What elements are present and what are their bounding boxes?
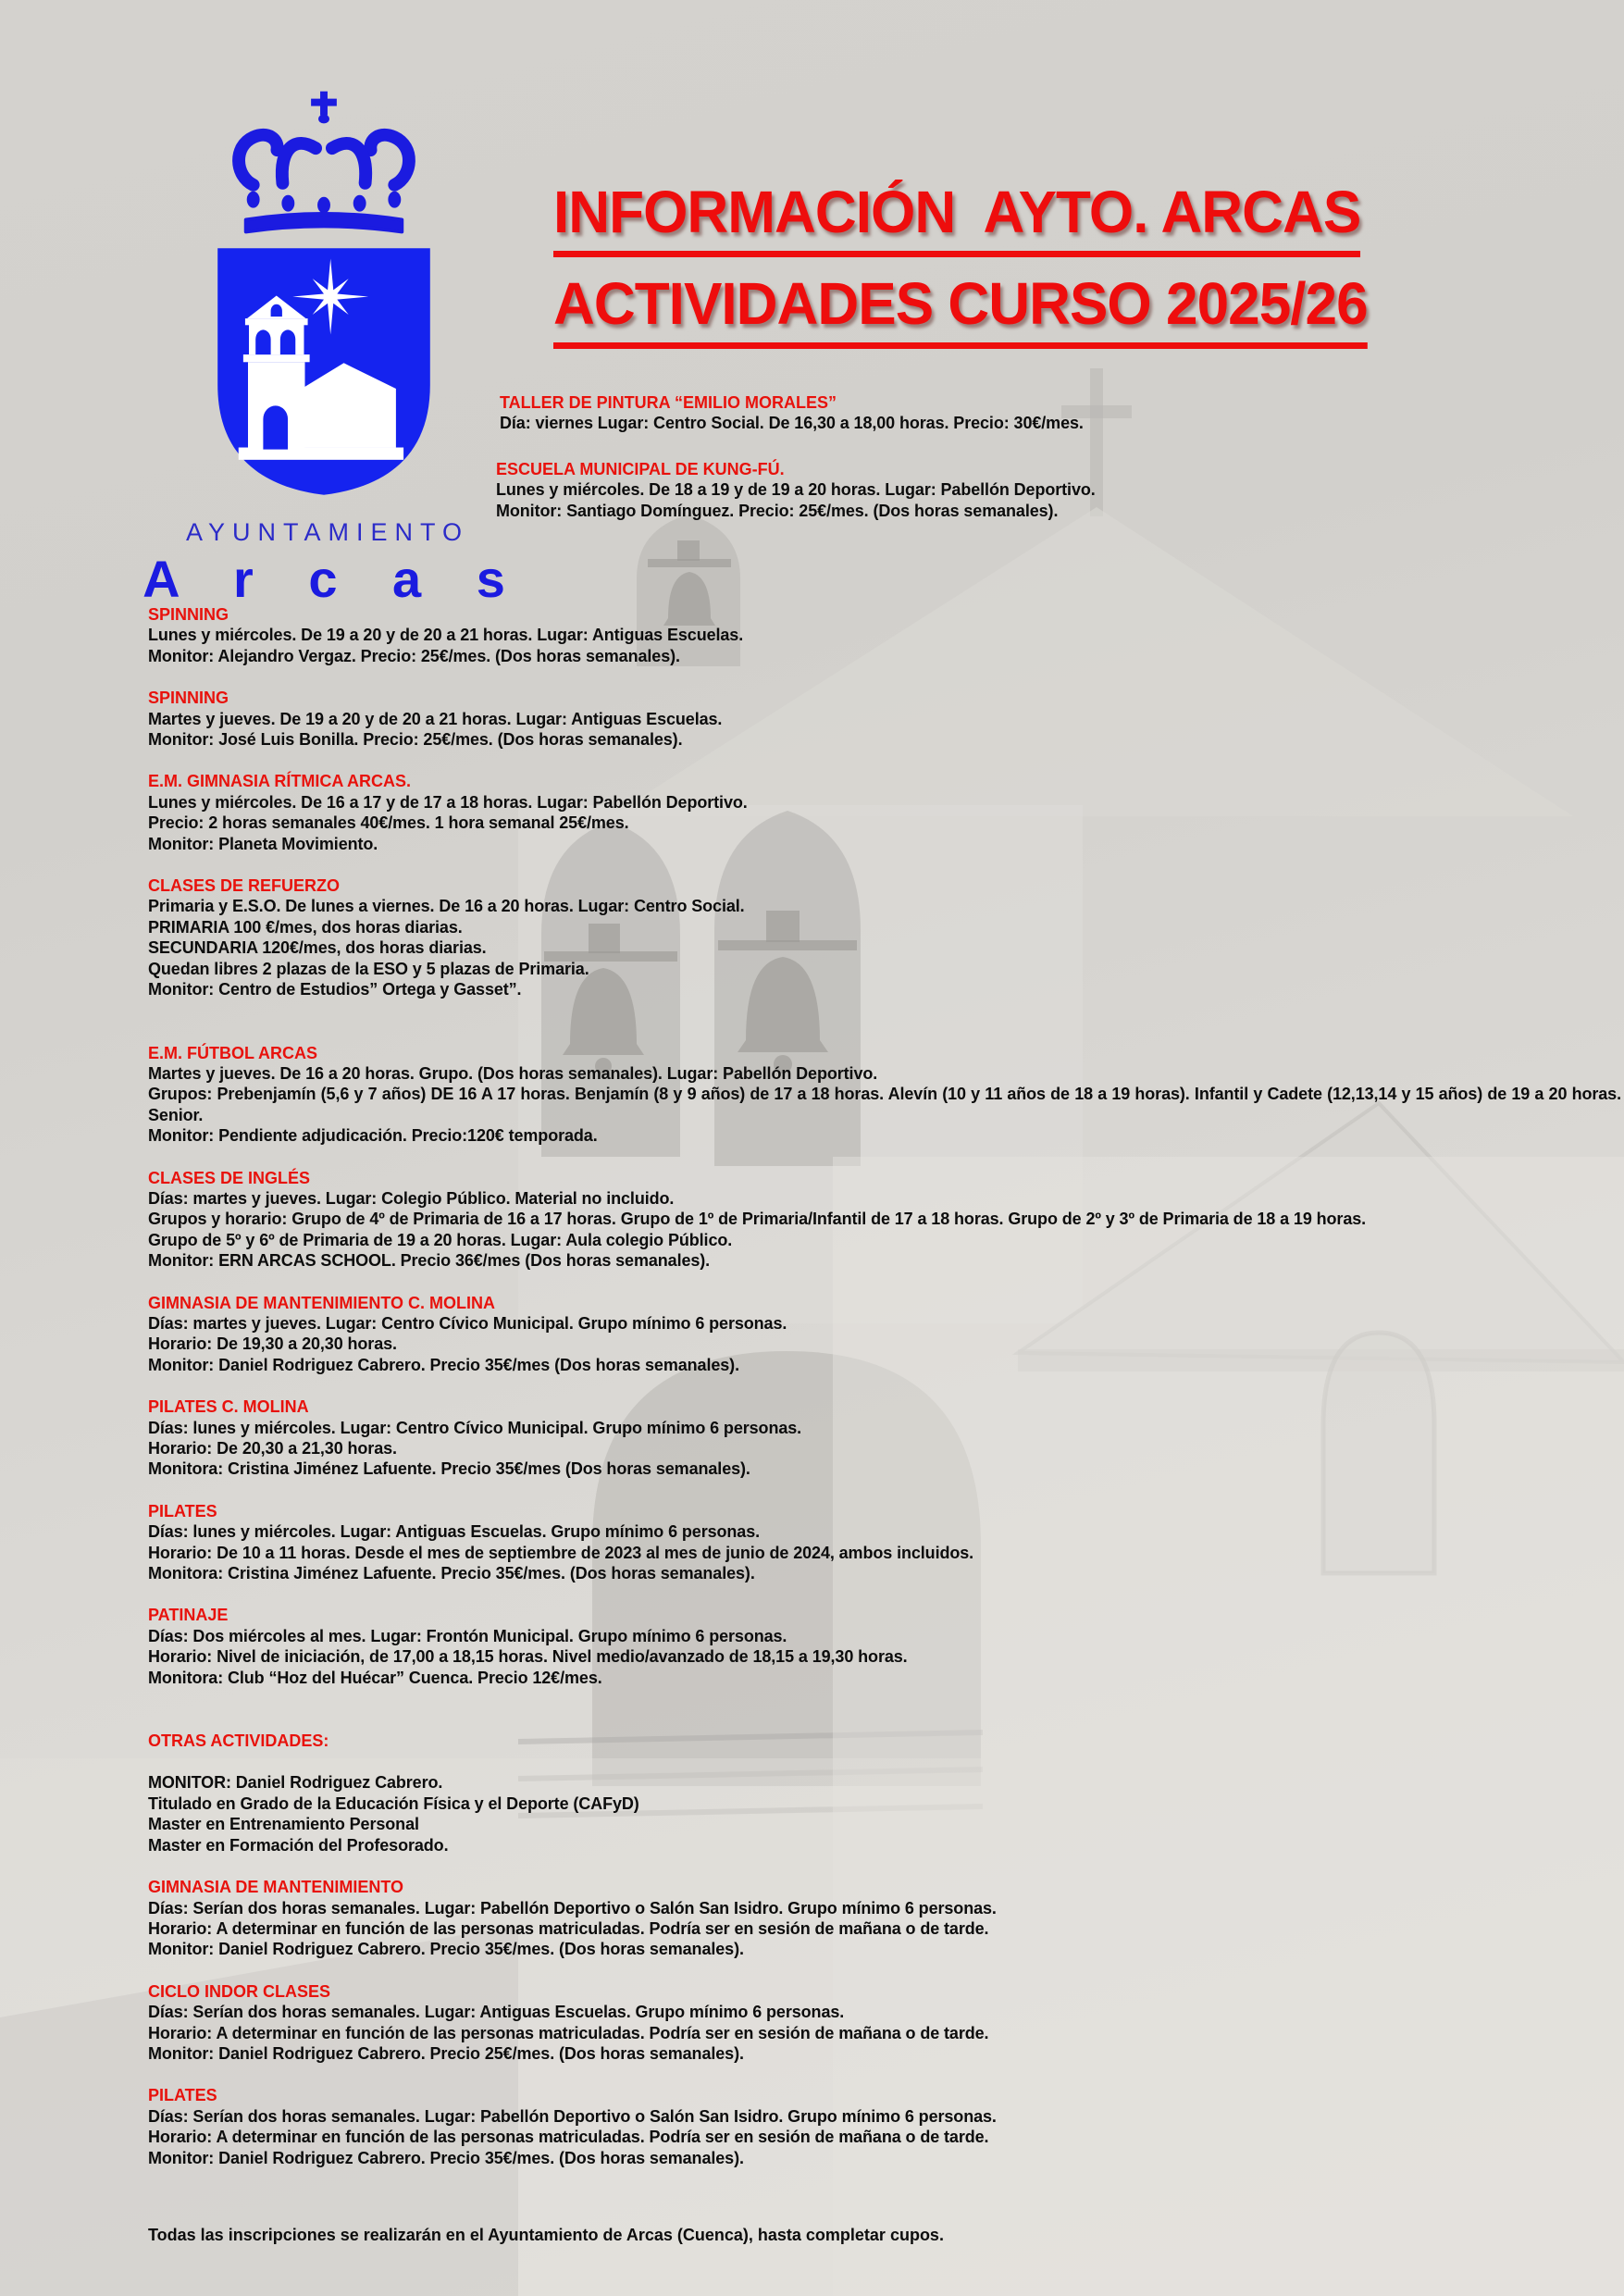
section-line: Precio: 2 horas semanales 40€/mes. 1 hora semanal 25€/mes.: [148, 813, 629, 833]
section-clases-refuerzo: [148, 875, 1621, 999]
section-line: SECUNDARIA 120€/mes, dos horas diarias.: [148, 938, 487, 958]
section-heading: E.M. FÚTBOL ARCAS: [148, 1043, 317, 1062]
section-heading: PILATES C. MOLINA: [148, 1397, 309, 1417]
section-pilates-molina: [148, 1396, 1621, 1480]
section-patinaje: [148, 1605, 1621, 1688]
section-line: Monitor: Planeta Movimiento.: [148, 834, 378, 853]
section-line: Días: lunes y miércoles. Lugar: Antiguas Escuelas. Grupo mínimo 6 personas.: [148, 1522, 761, 1542]
shield-church-icon: [210, 242, 438, 499]
section-line: Monitor: Alejandro Vergaz. Precio: 25€/mes. (Dos horas semanales).: [148, 646, 680, 665]
org-name-label: A r c a s: [143, 550, 526, 608]
section-line: Primaria y E.S.O. De lunes a viernes. De 16 a 20 horas. Lugar: Centro Social.: [148, 897, 745, 916]
section-pilates-antiguas-escuelas: [148, 1501, 1621, 1584]
section-heading: GIMNASIA DE MANTENIMIENTO: [148, 1878, 404, 1897]
section-heading: PATINAJE: [148, 1606, 229, 1625]
title-line-2: ACTIVIDADES CURSO 2025/26: [553, 269, 1368, 349]
section-heading: E.M. GIMNASIA RÍTMICA ARCAS.: [148, 772, 411, 791]
section-line: Monitor: Daniel Rodriguez Cabrero. Precio 35€/mes. (Dos horas semanales).: [148, 2148, 744, 2167]
section-line: MONITOR: Daniel Rodriguez Cabrero.: [148, 1773, 443, 1793]
section-line: Monitor: José Luis Bonilla. Precio: 25€/mes. (Dos horas semanales).: [148, 730, 683, 750]
section-gimnasia-ritmica: [148, 771, 1621, 854]
section-line: Monitor: Daniel Rodriguez Cabrero. Precio 35€/mes. (Dos horas semanales).: [148, 1940, 744, 1959]
section-line: Monitor: Centro de Estudios” Ortega y Gasset”.: [148, 980, 522, 999]
section-gimnasia-mantenimiento: [148, 1877, 1621, 1960]
section-line: Horario: A determinar en función de las personas matriculadas. Podría ser en sesión de mañana o de tarde.: [148, 2128, 989, 2147]
title-line-1: INFORMACIÓN AYTO. ARCAS: [553, 178, 1360, 257]
section-heading: CLASES DE INGLÉS: [148, 1168, 311, 1187]
section-line: Días: lunes y miércoles. Lugar: Centro Cívico Municipal. Grupo mínimo 6 personas.: [148, 1418, 802, 1437]
section-heading: SPINNING: [148, 605, 229, 624]
section-line: Lunes y miércoles. De 19 a 20 y de 20 a 21 horas. Lugar: Antiguas Escuelas.: [148, 626, 744, 645]
section-pilates-general: [148, 2085, 1621, 2168]
section-gimnasia-molina: [148, 1293, 1621, 1376]
section-heading: SPINNING: [148, 689, 229, 708]
org-upper-label: AYUNTAMIENTO: [185, 518, 469, 546]
section-line: Grupos: Prebenjamín (5,6 y 7 años) DE 16 A 17 horas. Benjamín (8 y 9 años) de 17 a 18 horas. Alevín (10 y 11 años de 18 a 19 horas). Infantil y Cadete (12,13,14 y 15 años) de 19 a 20 horas. Senior.: [148, 1085, 1621, 1124]
section-line: Días: Dos miércoles al mes. Lugar: Frontón Municipal. Grupo mínimo 6 personas.: [148, 1626, 787, 1645]
activities-list: [148, 604, 1621, 2245]
section-line: Grupo de 5º y 6º de Primaria de 19 a 20 horas. Lugar: Aula colegio Público.: [148, 1230, 733, 1249]
section-line: Horario: De 20,30 a 21,30 horas.: [148, 1439, 397, 1458]
section-line: Quedan libres 2 plazas de la ESO y 5 plazas de Primaria.: [148, 959, 589, 978]
section-heading: OTRAS ACTIVIDADES:: [148, 1731, 329, 1751]
section-heading: PILATES: [148, 2086, 217, 2105]
section-line: Lunes y miércoles. De 16 a 17 y de 17 a 18 horas. Lugar: Pabellón Deportivo.: [148, 792, 748, 812]
crown-icon: [218, 91, 429, 241]
section-line: Monitora: Cristina Jiménez Lafuente. Precio 35€/mes. (Dos horas semanales).: [148, 1564, 755, 1583]
section-otras-actividades: [148, 1731, 1621, 1751]
section-line: PRIMARIA 100 €/mes, dos horas diarias.: [148, 917, 463, 937]
section-line: Monitora: Cristina Jiménez Lafuente. Precio 35€/mes (Dos horas semanales).: [148, 1459, 750, 1479]
section-spinning-2: [148, 688, 1621, 750]
section-line: Martes y jueves. De 16 a 20 horas. Grupo. (Dos horas semanales). Lugar: Pabellón Deportivo.: [148, 1063, 878, 1083]
section-line: Días: Serían dos horas semanales. Lugar: Pabellón Deportivo o Salón San Isidro. Grupo mínimo 6 personas.: [148, 1898, 997, 1917]
section-line: Días: Serían dos horas semanales. Lugar: Antiguas Escuelas. Grupo mínimo 6 personas.: [148, 2003, 845, 2022]
section-line: Horario: A determinar en función de las personas matriculadas. Podría ser en sesión de mañana o de tarde.: [148, 1918, 989, 1938]
section-ciclo-indor: [148, 1981, 1621, 2065]
section-line: Horario: Nivel de iniciación, de 17,00 a 18,15 horas. Nivel medio/avanzado de 18,15 a 19,30 horas.: [148, 1647, 908, 1667]
section-monitor-credentials: [148, 1772, 1621, 1855]
section-line: Días: Serían dos horas semanales. Lugar: Pabellón Deportivo o Salón San Isidro. Grupo mínimo 6 personas.: [148, 2106, 997, 2126]
section-futbol: [148, 1043, 1621, 1147]
section-line: Monitora: Club “Hoz del Huécar” Cuenca. Precio 12€/mes.: [148, 1668, 602, 1687]
section-line: Días: martes y jueves. Lugar: Centro Cívico Municipal. Grupo mínimo 6 personas.: [148, 1313, 787, 1333]
section-ingles: [148, 1168, 1621, 1272]
enrollment-note: Todas las inscripciones se realizarán en el Ayuntamiento de Arcas (Cuenca), hasta completar cupos.: [148, 2225, 944, 2244]
section-line: Grupos y horario: Grupo de 4º de Primaria de 16 a 17 horas. Grupo de 1º de Primaria/Infantil de 17 a 18 horas. Grupo de 2º y 3º de Primaria de 18 a 19 horas.: [148, 1210, 1367, 1229]
section-heading: TALLER DE PINTURA “EMILIO MORALES”: [500, 393, 837, 412]
section-line: Master en Entrenamiento Personal: [148, 1815, 419, 1834]
section-line: Día: viernes Lugar: Centro Social. De 16,30 a 18,00 horas. Precio: 30€/mes.: [500, 414, 1084, 433]
section-line: Monitor: Santiago Domínguez. Precio: 25€/mes. (Dos horas semanales).: [496, 501, 1059, 520]
section-heading: ESCUELA MUNICIPAL DE KUNG-FÚ.: [496, 460, 785, 478]
page-title: [553, 178, 1393, 361]
logo-wordmark: [109, 518, 539, 609]
section-line: Martes y jueves. De 19 a 20 y de 20 a 21 horas. Lugar: Antiguas Escuelas.: [148, 709, 723, 728]
section-taller-pintura: [500, 392, 1518, 434]
section-line: Horario: De 19,30 a 20,30 horas.: [148, 1334, 397, 1354]
section-line: Titulado en Grado de la Educación Física y el Deporte (CAFyD): [148, 1793, 639, 1813]
section-line: Lunes y miércoles. De 18 a 19 y de 19 a 20 horas. Lugar: Pabellón Deportivo.: [496, 480, 1096, 500]
section-spinning-1: [148, 604, 1621, 666]
section-heading: CICLO INDOR CLASES: [148, 1981, 331, 2001]
section-kung-fu: [496, 459, 1514, 521]
section-heading: GIMNASIA DE MANTENIMIENTO C. MOLINA: [148, 1293, 495, 1312]
section-line: Monitor: Daniel Rodriguez Cabrero. Precio 25€/mes. (Dos horas semanales).: [148, 2043, 744, 2063]
section-heading: PILATES: [148, 1501, 217, 1520]
section-heading: CLASES DE REFUERZO: [148, 876, 341, 896]
section-line: Monitor: Daniel Rodriguez Cabrero. Precio 35€/mes (Dos horas semanales).: [148, 1355, 739, 1374]
section-line: Monitor: ERN ARCAS SCHOOL. Precio 36€/mes (Dos horas semanales).: [148, 1251, 711, 1271]
section-line: Horario: A determinar en función de las personas matriculadas. Podría ser en sesión de mañana o de tarde.: [148, 2023, 989, 2042]
section-line: Monitor: Pendiente adjudicación. Precio:120€ temporada.: [148, 1126, 598, 1146]
section-line: Horario: De 10 a 11 horas. Desde el mes de septiembre de 2023 al mes de junio de 2024, ambos incluidos.: [148, 1543, 974, 1562]
section-line: Master en Formación del Profesorado.: [148, 1835, 449, 1855]
section-line: Días: martes y jueves. Lugar: Colegio Público. Material no incluido.: [148, 1188, 675, 1208]
